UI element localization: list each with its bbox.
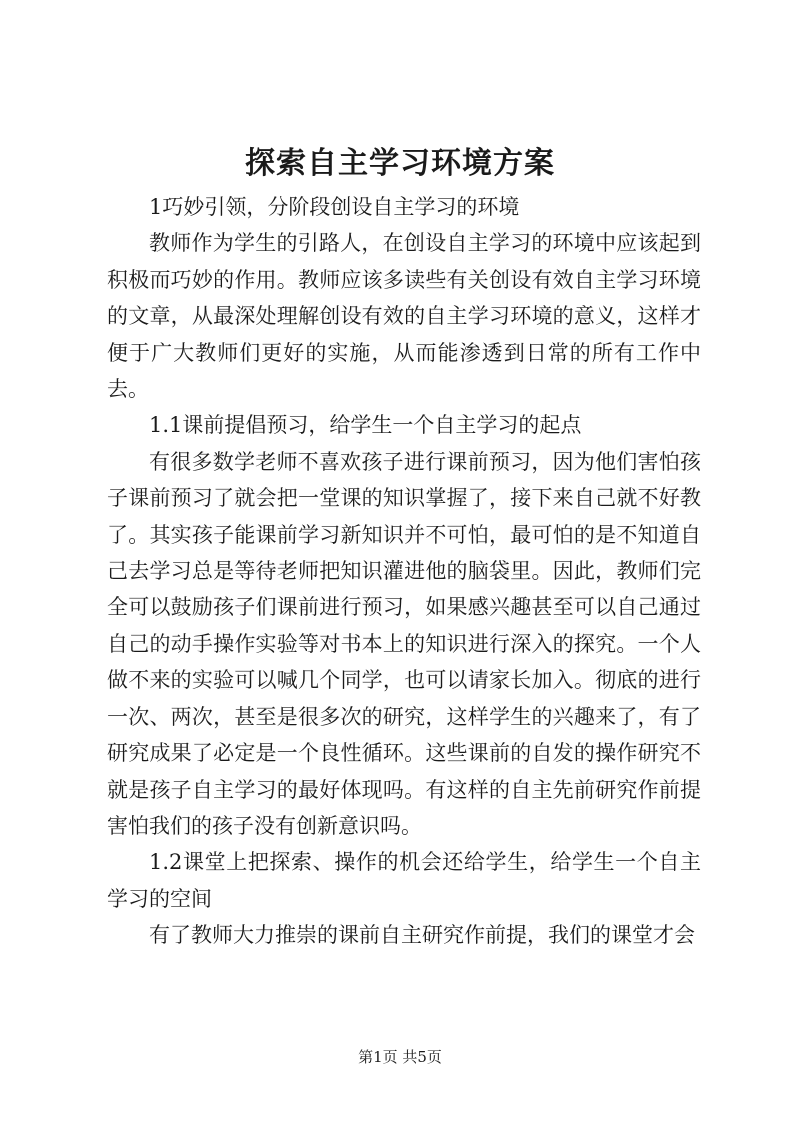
document-body <box>107 189 701 954</box>
body-paragraph: 教师作为学生的引路人，在创设自主学习的环境中应该起到积极而巧妙的作用。教师应该多读些有关创设有效自主学习环境的文章，从最深处理解创设有效的自主学习环境的意义，这样才便于广大教师们更好的实施，从而能渗透到日常的所有工作中去。 <box>107 231 701 402</box>
subsection-heading: 1.1课前提倡预习，给学生一个自主学习的起点 <box>149 413 582 438</box>
body-paragraph: 有很多数学老师不喜欢孩子进行课前预习，因为他们害怕孩子课前预习了就会把一堂课的知识掌握了，接下来自己就不好教了。其实孩子能课前学习新知识并不可怕，最可怕的是不知道自己去学习总是等待老师把知识灌进他的脑袋里。因此，教师们完全可以鼓励孩子们课前进行预习，如果感兴趣甚至可以自己通过自己的动手操作实验等对书本上的知识进行深入的探究。一个人做不来的实验可以喊几个同学，也可以请家长加入。彻底的进行一次、两次，甚至是很多次的研究，这样学生的兴趣来了，有了研究成果了必定是一个良性循环。这些课前的自发的操作研究不就是孩子自主学习的最好体现吗。有这样的自主先前研究作前提害怕我们的孩子没有创新意识吗。 <box>107 449 701 838</box>
section-heading: 1巧妙引领，分阶段创设自主学习的环境 <box>149 195 520 219</box>
document-title: 探索自主学习环境方案 <box>245 146 555 181</box>
subsection-heading: 1.2课堂上把探索、操作的机会还给学生，给学生一个自主学习的空间 <box>107 850 701 911</box>
page-number-footer: 第1页 共5页 <box>358 1048 442 1066</box>
body-paragraph: 有了教师大力推崇的课前自主研究作前提，我们的课堂才会 <box>149 923 695 948</box>
